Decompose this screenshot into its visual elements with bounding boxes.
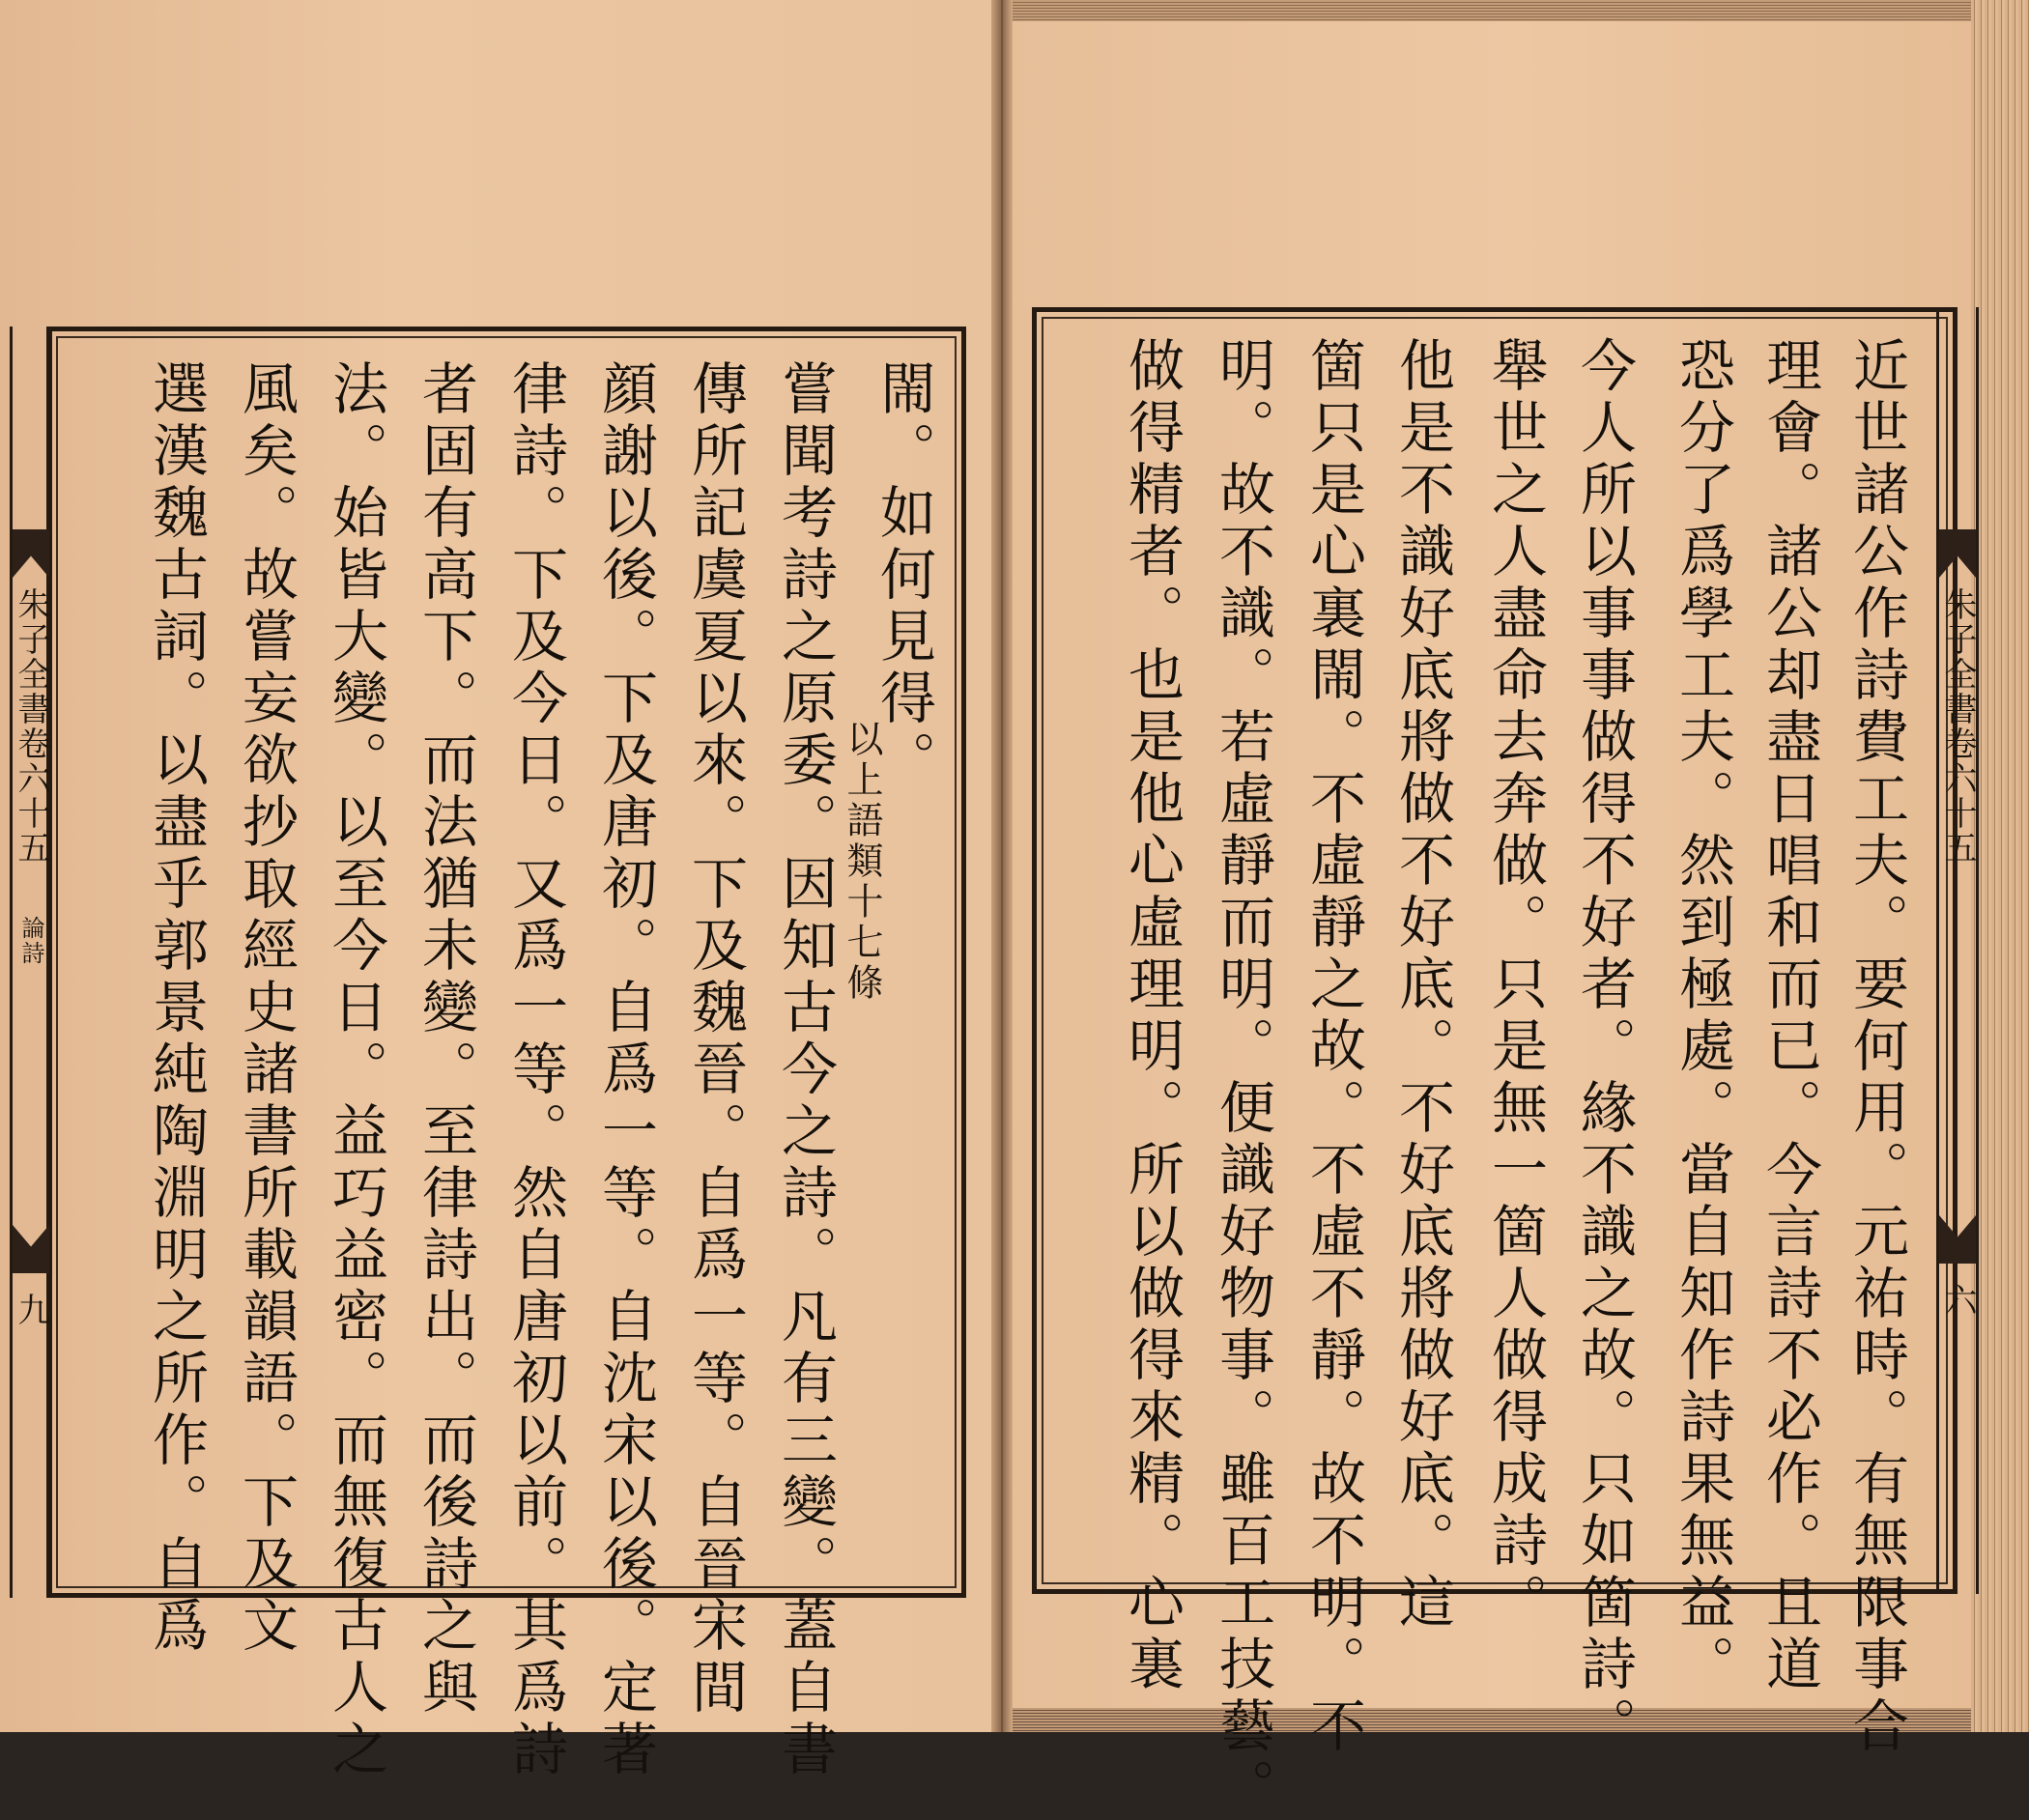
- right-text-column: 他是不識好底將做不好底。不好底將做好底。這: [1389, 336, 1455, 1635]
- left-fold-title: 朱子全書卷六十五: [12, 587, 50, 866]
- right-fold-page-number: 六: [1938, 1283, 1977, 1318]
- left-text-column: 風矣。故嘗妄欲抄取經史諸書所載韻語。下及文: [233, 359, 299, 1658]
- book-gutter: [991, 0, 1013, 1732]
- fish-tail-mark-upper: [13, 529, 49, 578]
- left-fold-page-number: 九: [12, 1293, 50, 1327]
- left-text-column: 閙。如何見得。: [871, 359, 936, 792]
- left-fold-section: 論詩: [17, 916, 44, 966]
- right-text-column: 今人所以事事做得不好者。緣不識之故。只如箇詩。: [1571, 336, 1637, 1758]
- right-text-column: 明。故不識。若虛靜而明。便識好物事。雖百工技藝。: [1210, 336, 1275, 1820]
- right-text-column: 舉世之人盡命去奔做。只是無一箇人做得成詩。: [1482, 336, 1548, 1635]
- left-interlinear-note: 以上語類十七條: [841, 720, 883, 1004]
- page-stack-right-edge: [1971, 0, 2029, 1732]
- right-text-column: 理會。諸公却盡日唱和而已。今言詩不必作。且道: [1757, 336, 1822, 1696]
- fish-tail-mark-lower: [1939, 1215, 1976, 1264]
- right-text-column: 恐分了爲學工夫。然到極處。當自知作詩果無益。: [1670, 336, 1735, 1696]
- right-text-column: 做得精者。也是他心虛理明。所以做得來精。心裏: [1119, 336, 1185, 1696]
- left-fold-strip: [10, 327, 52, 1598]
- left-text-column: 選漢魏古詞。以盡乎郭景純陶淵明之所作。自爲: [143, 359, 209, 1658]
- fish-tail-mark-upper: [1939, 529, 1976, 578]
- left-text-column: 嘗聞考詩之原委。因知古今之詩。凡有三變。蓋自書: [772, 359, 838, 1781]
- fish-tail-mark-lower: [13, 1225, 49, 1273]
- left-text-column: 律詩。下及今日。又爲一等。然自唐初以前。其爲詩: [502, 359, 568, 1781]
- right-text-column: 近世諸公作詩費工夫。要何用。元祐時。有無限事合: [1843, 336, 1909, 1758]
- left-text-column: 顔謝以後。下及唐初。自爲一等。自沈宋以後。定著: [592, 359, 658, 1781]
- left-text-column: 法。始皆大變。以至今日。益巧益密。而無復古人之: [323, 359, 388, 1781]
- left-text-column: 者固有高下。而法猶未變。至律詩出。而後詩之與: [413, 359, 478, 1720]
- right-fold-strip: [1936, 307, 1979, 1594]
- right-text-column: 箇只是心裏閙。不虛靜之故。不虛不靜。故不明。不: [1300, 336, 1366, 1758]
- right-fold-title: 朱子全書卷六十五: [1938, 587, 1977, 866]
- left-text-column: 傳所記虞夏以來。下及魏晉。自爲一等。自晉宋間: [682, 359, 748, 1720]
- page-stack-top-edge: [1005, 0, 2029, 21]
